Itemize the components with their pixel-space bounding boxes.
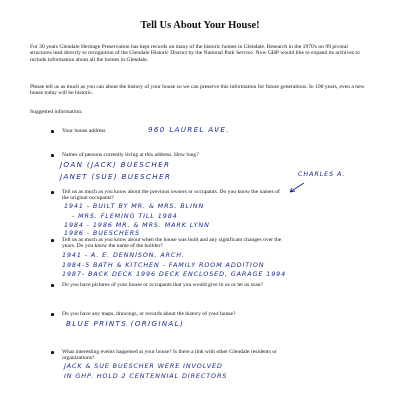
answer-house-history-2: 1984-5 BATH & KITCHEN - FAMILY ROOM ADDITION xyxy=(62,261,265,269)
answer-previous-owners-1: 1941 - BUILT BY MR. & MRS. BLINN xyxy=(64,202,205,210)
answer-current-residents-1: JOAN (JACK) BUESCHER xyxy=(60,160,171,169)
answer-house-address: 960 LAUREL AVE. xyxy=(148,125,230,134)
question-interesting-events-2: organizations? xyxy=(62,355,95,361)
answer-previous-owners-2: - MRS. FLEMING TILL 1984 xyxy=(72,212,178,220)
bullet-icon xyxy=(51,191,54,194)
answer-interesting-events-2: IN GHP. HOLD 2 CENTENNIAL DIRECTORS xyxy=(64,372,228,380)
bullet-icon xyxy=(51,239,54,242)
question-house-history-2: years. Do you know the name of the builder? xyxy=(62,243,163,249)
bullet-icon xyxy=(51,154,54,157)
question-house-history-1: Tell us as much as you know about when the house was built and any significant changes over the xyxy=(62,237,282,243)
bullet-icon xyxy=(51,351,54,354)
answer-house-history-1: 1941 - A. E. DENNISON, ARCH. xyxy=(62,251,185,259)
bullet-icon xyxy=(51,284,54,287)
question-interesting-events-1: What interesting events happened at your house? Is there a link with other Glendale residents or xyxy=(62,349,277,355)
suggested-info-label: Suggested information: xyxy=(30,109,83,115)
bullet-icon xyxy=(51,130,54,133)
intro-paragraph-2: Please tell us as much as you can about the history of your house so we can preserve this information for future generations. In 100 years, even a new house today will be historic. xyxy=(30,84,365,97)
answer-house-history-3: 1987- BACK DECK 1996 DECK ENCLOSED, GARAGE 1994 xyxy=(62,270,287,278)
answer-previous-owners-4: 1986 - BUESCHERS xyxy=(64,229,140,237)
question-house-address: Your house address xyxy=(62,128,106,134)
answer-previous-owners-3: 1984 - 1986 MR. & MRS. MARK LYNN xyxy=(64,221,210,229)
answer-interesting-events-1: JACK & SUE BUESCHER WERE INVOLVED xyxy=(64,362,223,370)
margin-note-charles: CHARLES A. xyxy=(298,170,346,178)
answer-current-residents-2: JANET (SUE) BUESCHER xyxy=(60,172,172,181)
bullet-icon xyxy=(51,313,54,316)
question-pictures: Do you have pictures of your house or occupants that you would give to us or let us scan? xyxy=(62,282,264,288)
intro-paragraph-1: For 30 years Glendale Heritage Preservation has kept records on many of the historic homes in Glendale. Research in the 1970's on 99 pivotal structures lead directly to recognition of the Glendale Historic District by the National Park Service. Now GHP would like to expand its archives to include information about all the homes in Glendale. xyxy=(30,44,360,63)
question-current-residents: Names of persons currently living at this address. How long? xyxy=(62,152,199,158)
arrow-icon xyxy=(288,182,306,194)
page-title: Tell Us About Your House! xyxy=(140,20,260,31)
question-previous-owners-1: Tell us as much as you know about the previous owners or occupants. Do you know the names of xyxy=(62,189,280,195)
answer-maps-records: BLUE PRINTS (ORIGINAL) xyxy=(66,319,185,328)
question-maps-records: Do you have any maps, drawings, or records about the history of your house? xyxy=(62,311,236,317)
question-previous-owners-2: the original occupants? xyxy=(62,195,114,201)
